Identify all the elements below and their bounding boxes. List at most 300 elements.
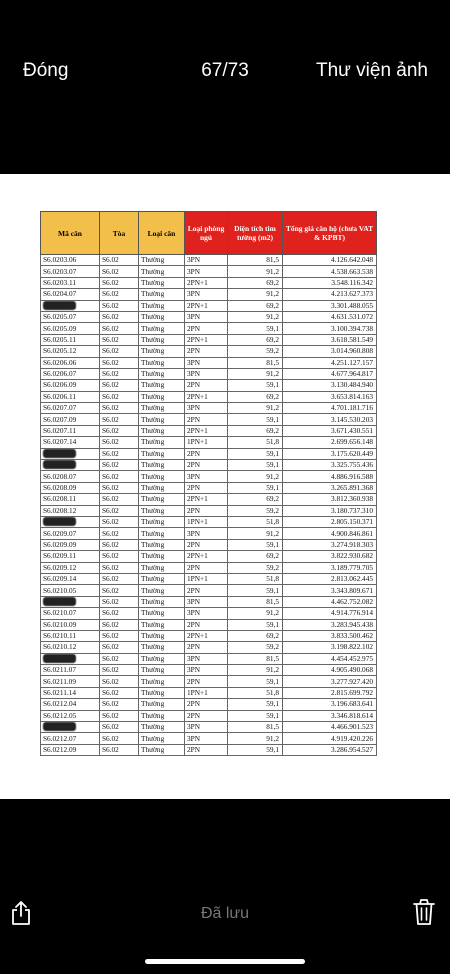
cell-code: S6.0211.14 [41, 687, 100, 698]
cell-area: 91,2 [228, 733, 283, 744]
cell-bedrooms: 3PN [185, 368, 228, 379]
cell-price: 3.274.918.303 [283, 539, 377, 550]
cell-code: S6.0203.07 [41, 266, 100, 277]
redacted-code: S6.0212.06 [43, 722, 77, 732]
photo-counter: 67/73 [201, 60, 249, 81]
cell-code: S6.0210.12 [41, 642, 100, 653]
cell-area: 81,5 [228, 255, 283, 266]
cell-area: 91,2 [228, 665, 283, 676]
cell-type: Thường [139, 619, 185, 630]
cell-price: 4.886.916.588 [283, 471, 377, 482]
cell-area: 51,8 [228, 687, 283, 698]
cell-code [41, 300, 100, 311]
cell-type: Thường [139, 357, 185, 368]
cell-tower: S6.02 [100, 710, 139, 721]
cell-type: Thường [139, 528, 185, 539]
table-row [41, 630, 377, 641]
cell-code: S6.0211.09 [41, 676, 100, 687]
cell-code: S6.0203.11 [41, 277, 100, 288]
table-row [41, 471, 377, 482]
cell-area: 91,2 [228, 311, 283, 322]
cell-price: 3.198.822.102 [283, 642, 377, 653]
cell-bedrooms: 3PN [185, 596, 228, 607]
cell-price: 2.699.656.148 [283, 437, 377, 448]
cell-area: 91,2 [228, 608, 283, 619]
cell-tower: S6.02 [100, 573, 139, 584]
cell-type: Thường [139, 744, 185, 755]
cell-tower: S6.02 [100, 653, 139, 664]
cell-type: Thường [139, 562, 185, 573]
table-row [41, 403, 377, 414]
table-row [41, 277, 377, 288]
cell-type: Thường [139, 585, 185, 596]
cell-tower: S6.02 [100, 494, 139, 505]
cell-area: 91,2 [228, 289, 283, 300]
cell-code: S6.0206.09 [41, 380, 100, 391]
photo-viewer-top-bar [0, 0, 450, 174]
header-type: Loại căn [139, 212, 185, 255]
cell-tower: S6.02 [100, 289, 139, 300]
cell-tower: S6.02 [100, 699, 139, 710]
cell-tower: S6.02 [100, 346, 139, 357]
header-code: Mã căn [41, 212, 100, 255]
cell-tower: S6.02 [100, 608, 139, 619]
cell-tower: S6.02 [100, 391, 139, 402]
cell-area: 91,2 [228, 266, 283, 277]
cell-bedrooms: 1PN+1 [185, 516, 228, 527]
cell-code: S6.0212.04 [41, 699, 100, 710]
cell-code [41, 596, 100, 607]
trash-icon[interactable] [412, 898, 436, 926]
cell-code [41, 516, 100, 527]
cell-price: 4.538.663.538 [283, 266, 377, 277]
cell-bedrooms: 3PN [185, 471, 228, 482]
cell-area: 59,1 [228, 414, 283, 425]
cell-type: Thường [139, 733, 185, 744]
cell-bedrooms: 3PN [185, 653, 228, 664]
cell-price: 3.014.960.808 [283, 346, 377, 357]
cell-price: 3.618.581.549 [283, 334, 377, 345]
cell-price: 2.815.699.792 [283, 687, 377, 698]
cell-price: 3.548.116.342 [283, 277, 377, 288]
cell-type: Thường [139, 722, 185, 733]
cell-bedrooms: 1PN+1 [185, 573, 228, 584]
redacted-code: S6.0211.06 [43, 653, 76, 663]
table-row [41, 448, 377, 459]
cell-type: Thường [139, 687, 185, 698]
cell-tower: S6.02 [100, 744, 139, 755]
cell-code: S6.0207.14 [41, 437, 100, 448]
close-button[interactable]: Đóng [23, 60, 69, 81]
cell-tower: S6.02 [100, 505, 139, 516]
cell-price: 3.325.755.436 [283, 460, 377, 471]
cell-code: S6.0212.05 [41, 710, 100, 721]
cell-tower: S6.02 [100, 380, 139, 391]
cell-code: S6.0209.09 [41, 539, 100, 550]
cell-code: S6.0209.11 [41, 551, 100, 562]
cell-area: 59,2 [228, 346, 283, 357]
cell-bedrooms: 3PN [185, 403, 228, 414]
table-row [41, 528, 377, 539]
cell-bedrooms: 3PN [185, 528, 228, 539]
cell-price: 3.671.430.551 [283, 425, 377, 436]
cell-area: 59,2 [228, 505, 283, 516]
table-row [41, 642, 377, 653]
table-row [41, 460, 377, 471]
table-row [41, 437, 377, 448]
cell-type: Thường [139, 653, 185, 664]
cell-price: 4.213.627.373 [283, 289, 377, 300]
cell-bedrooms: 2PN [185, 676, 228, 687]
table-row [41, 744, 377, 755]
cell-price: 4.251.127.157 [283, 357, 377, 368]
cell-tower: S6.02 [100, 437, 139, 448]
cell-price: 3.175.620.449 [283, 448, 377, 459]
photo-library-button[interactable]: Thư viện ảnh [315, 60, 428, 81]
cell-type: Thường [139, 494, 185, 505]
cell-area: 69,2 [228, 391, 283, 402]
cell-tower: S6.02 [100, 460, 139, 471]
cell-code [41, 722, 100, 733]
table-row [41, 539, 377, 550]
cell-code: S6.0207.11 [41, 425, 100, 436]
saved-status: Đã lưu [200, 905, 250, 922]
cell-type: Thường [139, 368, 185, 379]
cell-bedrooms: 2PN [185, 482, 228, 493]
cell-tower: S6.02 [100, 562, 139, 573]
cell-bedrooms: 3PN [185, 733, 228, 744]
table-row [41, 505, 377, 516]
table-row [41, 380, 377, 391]
cell-tower: S6.02 [100, 255, 139, 266]
cell-bedrooms: 3PN [185, 311, 228, 322]
cell-area: 59,1 [228, 619, 283, 630]
table-body [41, 255, 377, 756]
cell-area: 69,2 [228, 334, 283, 345]
cell-code: S6.0207.07 [41, 403, 100, 414]
cell-price: 3.833.500.462 [283, 630, 377, 641]
cell-price: 4.914.776.914 [283, 608, 377, 619]
cell-tower: S6.02 [100, 425, 139, 436]
cell-bedrooms: 2PN [185, 414, 228, 425]
cell-bedrooms: 2PN+1 [185, 300, 228, 311]
cell-price: 4.454.452.975 [283, 653, 377, 664]
table-row [41, 516, 377, 527]
cell-tower: S6.02 [100, 630, 139, 641]
table-row [41, 733, 377, 744]
cell-tower: S6.02 [100, 448, 139, 459]
cell-area: 91,2 [228, 403, 283, 414]
cell-bedrooms: 2PN+1 [185, 334, 228, 345]
table-row [41, 585, 377, 596]
cell-area: 69,2 [228, 551, 283, 562]
cell-code: S6.0211.07 [41, 665, 100, 676]
cell-bedrooms: 2PN [185, 642, 228, 653]
cell-type: Thường [139, 676, 185, 687]
cell-price: 3.100.394.738 [283, 323, 377, 334]
cell-area: 69,2 [228, 425, 283, 436]
cell-bedrooms: 2PN [185, 505, 228, 516]
cell-price: 4.900.846.861 [283, 528, 377, 539]
table-row [41, 665, 377, 676]
cell-bedrooms: 3PN [185, 255, 228, 266]
cell-type: Thường [139, 596, 185, 607]
cell-price: 3.283.945.438 [283, 619, 377, 630]
redacted-code: S6.0210.06 [43, 596, 77, 606]
cell-code: S6.0208.11 [41, 494, 100, 505]
cell-code: S6.0209.12 [41, 562, 100, 573]
cell-area: 91,2 [228, 368, 283, 379]
cell-type: Thường [139, 448, 185, 459]
cell-type: Thường [139, 380, 185, 391]
cell-area: 59,1 [228, 448, 283, 459]
cell-bedrooms: 2PN+1 [185, 425, 228, 436]
cell-code: S6.0205.09 [41, 323, 100, 334]
cell-code: S6.0208.09 [41, 482, 100, 493]
cell-tower: S6.02 [100, 596, 139, 607]
cell-type: Thường [139, 482, 185, 493]
cell-type: Thường [139, 323, 185, 334]
header-tower: Tòa [100, 212, 139, 255]
cell-area: 91,2 [228, 528, 283, 539]
redacted-code: S6.0208.14 [43, 517, 77, 527]
cell-bedrooms: 2PN+1 [185, 630, 228, 641]
cell-area: 81,5 [228, 653, 283, 664]
header-area: Diện tích tim tường (m2) [228, 212, 283, 255]
cell-type: Thường [139, 334, 185, 345]
cell-type: Thường [139, 266, 185, 277]
table-row [41, 699, 377, 710]
table-row [41, 391, 377, 402]
header-bedrooms: Loại phòng ngủ [185, 212, 228, 255]
cell-type: Thường [139, 573, 185, 584]
cell-area: 59,1 [228, 585, 283, 596]
cell-tower: S6.02 [100, 311, 139, 322]
cell-type: Thường [139, 608, 185, 619]
table-row [41, 619, 377, 630]
cell-tower: S6.02 [100, 300, 139, 311]
cell-bedrooms: 1PN+1 [185, 687, 228, 698]
cell-code: S6.0208.07 [41, 471, 100, 482]
cell-bedrooms: 2PN [185, 710, 228, 721]
cell-price: 3.196.683.641 [283, 699, 377, 710]
table-row [41, 414, 377, 425]
cell-area: 59,1 [228, 380, 283, 391]
table-row [41, 425, 377, 436]
cell-bedrooms: 1PN+1 [185, 437, 228, 448]
redacted-code: S6.0208.05 [43, 460, 77, 470]
cell-price: 2.805.150.371 [283, 516, 377, 527]
cell-tower: S6.02 [100, 403, 139, 414]
table-row [41, 722, 377, 733]
cell-code: S6.0209.14 [41, 573, 100, 584]
cell-code: S6.0210.05 [41, 585, 100, 596]
cell-code [41, 460, 100, 471]
cell-bedrooms: 3PN [185, 266, 228, 277]
cell-bedrooms: 2PN [185, 744, 228, 755]
cell-type: Thường [139, 255, 185, 266]
cell-tower: S6.02 [100, 471, 139, 482]
cell-price: 3.346.818.614 [283, 710, 377, 721]
cell-tower: S6.02 [100, 368, 139, 379]
cell-price: 4.466.901.523 [283, 722, 377, 733]
cell-price: 4.701.181.716 [283, 403, 377, 414]
cell-price: 4.677.964.817 [283, 368, 377, 379]
cell-price: 3.822.930.682 [283, 551, 377, 562]
cell-area: 81,5 [228, 722, 283, 733]
cell-area: 59,1 [228, 482, 283, 493]
table-row [41, 596, 377, 607]
cell-bedrooms: 2PN+1 [185, 494, 228, 505]
cell-bedrooms: 2PN [185, 460, 228, 471]
cell-code: S6.0206.06 [41, 357, 100, 368]
cell-price: 4.905.490.068 [283, 665, 377, 676]
cell-code: S6.0203.06 [41, 255, 100, 266]
cell-price: 3.653.814.163 [283, 391, 377, 402]
cell-type: Thường [139, 311, 185, 322]
cell-type: Thường [139, 551, 185, 562]
cell-type: Thường [139, 630, 185, 641]
cell-price: 3.301.488.055 [283, 300, 377, 311]
cell-code: S6.0212.09 [41, 744, 100, 755]
cell-tower: S6.02 [100, 357, 139, 368]
table-row [41, 311, 377, 322]
cell-type: Thường [139, 391, 185, 402]
cell-tower: S6.02 [100, 585, 139, 596]
cell-code: S6.0205.11 [41, 334, 100, 345]
table-row [41, 687, 377, 698]
cell-area: 91,2 [228, 471, 283, 482]
cell-area: 69,2 [228, 300, 283, 311]
cell-price: 3.265.891.368 [283, 482, 377, 493]
cell-type: Thường [139, 425, 185, 436]
cell-bedrooms: 2PN [185, 585, 228, 596]
cell-area: 69,2 [228, 630, 283, 641]
table-row [41, 323, 377, 334]
cell-tower: S6.02 [100, 323, 139, 334]
cell-area: 69,2 [228, 494, 283, 505]
table-row [41, 368, 377, 379]
table-row [41, 653, 377, 664]
cell-area: 51,8 [228, 437, 283, 448]
cell-type: Thường [139, 346, 185, 357]
cell-price: 3.277.927.420 [283, 676, 377, 687]
cell-tower: S6.02 [100, 551, 139, 562]
table-row [41, 266, 377, 277]
cell-type: Thường [139, 505, 185, 516]
cell-code: S6.0212.07 [41, 733, 100, 744]
cell-tower: S6.02 [100, 482, 139, 493]
cell-price: 3.343.809.671 [283, 585, 377, 596]
cell-code: S6.0205.07 [41, 311, 100, 322]
cell-tower: S6.02 [100, 539, 139, 550]
cell-bedrooms: 2PN [185, 380, 228, 391]
cell-tower: S6.02 [100, 528, 139, 539]
cell-tower: S6.02 [100, 733, 139, 744]
cell-area: 81,5 [228, 596, 283, 607]
cell-type: Thường [139, 437, 185, 448]
cell-type: Thường [139, 277, 185, 288]
redacted-code: S6.0204.11 [43, 300, 76, 310]
cell-type: Thường [139, 642, 185, 653]
cell-type: Thường [139, 289, 185, 300]
cell-price: 3.812.360.938 [283, 494, 377, 505]
cell-code: S6.0209.07 [41, 528, 100, 539]
cell-area: 59,1 [228, 710, 283, 721]
table-row [41, 334, 377, 345]
table-row [41, 494, 377, 505]
cell-bedrooms: 2PN [185, 619, 228, 630]
cell-bedrooms: 2PN+1 [185, 391, 228, 402]
cell-tower: S6.02 [100, 642, 139, 653]
cell-area: 59,1 [228, 539, 283, 550]
cell-bedrooms: 3PN [185, 289, 228, 300]
cell-area: 59,2 [228, 562, 283, 573]
cell-type: Thường [139, 460, 185, 471]
cell-area: 59,1 [228, 744, 283, 755]
cell-area: 59,1 [228, 676, 283, 687]
cell-type: Thường [139, 710, 185, 721]
table-row [41, 551, 377, 562]
cell-price: 4.126.642.048 [283, 255, 377, 266]
photo-document [0, 174, 450, 799]
cell-tower: S6.02 [100, 334, 139, 345]
cell-bedrooms: 2PN [185, 448, 228, 459]
table-row [41, 346, 377, 357]
cell-tower: S6.02 [100, 687, 139, 698]
cell-area: 51,8 [228, 573, 283, 584]
cell-bedrooms: 2PN [185, 346, 228, 357]
cell-price: 2.813.062.445 [283, 573, 377, 584]
cell-type: Thường [139, 516, 185, 527]
cell-bedrooms: 3PN [185, 357, 228, 368]
table-row [41, 482, 377, 493]
cell-code: S6.0204.07 [41, 289, 100, 300]
cell-tower: S6.02 [100, 619, 139, 630]
cell-tower: S6.02 [100, 665, 139, 676]
cell-area: 59,1 [228, 460, 283, 471]
table-row [41, 608, 377, 619]
cell-tower: S6.02 [100, 277, 139, 288]
cell-price: 4.919.420.226 [283, 733, 377, 744]
cell-bedrooms: 3PN [185, 665, 228, 676]
cell-code: S6.0206.11 [41, 391, 100, 402]
cell-bedrooms: 2PN [185, 323, 228, 334]
cell-bedrooms: 2PN [185, 539, 228, 550]
cell-code: S6.0210.11 [41, 630, 100, 641]
cell-bedrooms: 2PN+1 [185, 551, 228, 562]
table-header-row [41, 212, 377, 255]
cell-code: S6.0210.09 [41, 619, 100, 630]
cell-bedrooms: 2PN+1 [185, 277, 228, 288]
cell-tower: S6.02 [100, 516, 139, 527]
cell-type: Thường [139, 665, 185, 676]
cell-tower: S6.02 [100, 676, 139, 687]
cell-tower: S6.02 [100, 722, 139, 733]
table-row [41, 357, 377, 368]
cell-type: Thường [139, 403, 185, 414]
cell-bedrooms: 3PN [185, 722, 228, 733]
table-row [41, 676, 377, 687]
cell-price: 4.462.752.082 [283, 596, 377, 607]
cell-area: 59,1 [228, 699, 283, 710]
cell-code: S6.0207.09 [41, 414, 100, 425]
cell-type: Thường [139, 699, 185, 710]
cell-code: S6.0208.12 [41, 505, 100, 516]
table-row [41, 562, 377, 573]
cell-price: 3.130.484.940 [283, 380, 377, 391]
cell-area: 51,8 [228, 516, 283, 527]
